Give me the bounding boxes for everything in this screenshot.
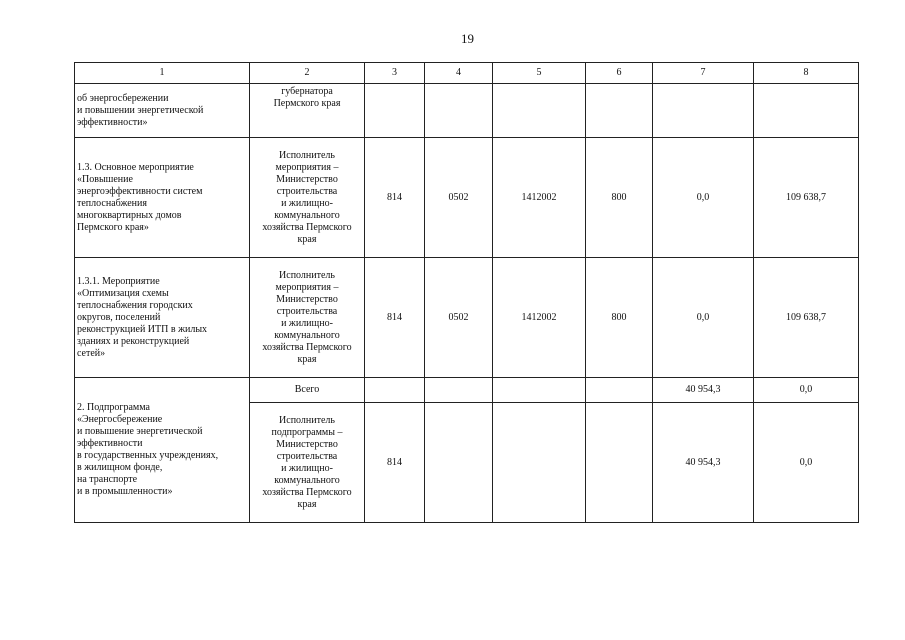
empty-cell [493,378,586,403]
empty-cell [586,403,653,523]
table-row [75,138,859,258]
amount-col8-cell: 109 638,7 [754,258,859,378]
program-name-cell [75,84,250,138]
amount-col8-cell: 109 638,7 [754,138,859,258]
program-name-text: об энергосбережении и повышении энергетической эффективности» [77,92,204,128]
target-item-cell: 1412002 [493,138,586,258]
amount-col7-cell: 0,0 [653,258,754,378]
total-amount-col8-cell: 0,0 [754,378,859,403]
program-name-cell [75,138,250,258]
executor-text: губернатора Пермского края [273,86,341,109]
col-header-3: 3 [365,63,425,84]
empty-cell [365,378,425,403]
program-name-text: 1.3.1. Мероприятие «Оптимизация схемы теплоснабжения городских округов, поселений реконструкцией ИТП в жилых зданиях и реконструкцией сетей» [77,275,208,359]
subprogram-name-text: 2. Подпрограмма «Энергосбережение и повышение энергетической эффективности в государственных учреждениях, в жилищном фонде, на транспорте и в промышленности» [77,402,219,497]
program-name-text: 1.3. Основное мероприятие «Повышение энергоэффективности систем теплоснабжения многоквартирных домов Пермского края» [77,161,203,233]
total-amount-col7-cell: 40 954,3 [653,378,754,403]
executor-cell [250,403,365,523]
amount-col7-cell: 0,0 [653,138,754,258]
total-label-cell: Всего [250,378,365,403]
expense-type-cell: 800 [586,138,653,258]
ministry-code-cell [365,84,425,138]
section-code-cell: 0502 [425,258,493,378]
table-row [75,84,859,138]
expense-type-cell: 800 [586,258,653,378]
executor-text: Исполнитель мероприятия – Министерство строительства и жилищно- коммунального хозяйства Пермского края [262,269,352,365]
executor-cell [250,138,365,258]
subprogram-name-cell [75,378,250,523]
empty-cell [493,403,586,523]
executor-text: Исполнитель подпрограммы – Министерство строительства и жилищно- коммунального хозяйства Пермского края [262,414,352,510]
col-header-1: 1 [75,63,250,84]
amount-col8-cell [754,84,859,138]
section-code-cell [425,84,493,138]
executor-text: Исполнитель мероприятия – Министерство строительства и жилищно- коммунального хозяйства Пермского края [262,149,352,245]
program-name-cell [75,258,250,378]
ministry-code-cell: 814 [365,138,425,258]
col-header-6: 6 [586,63,653,84]
col-header-4: 4 [425,63,493,84]
amount-col7-cell [653,84,754,138]
col-header-5: 5 [493,63,586,84]
col-header-2: 2 [250,63,365,84]
executor-cell [250,258,365,378]
empty-cell [586,378,653,403]
amount-col7-cell: 40 954,3 [653,403,754,523]
ministry-code-cell: 814 [365,258,425,378]
amount-col8-cell: 0,0 [754,403,859,523]
budget-table [74,62,859,523]
col-header-7: 7 [653,63,754,84]
col-header-8: 8 [754,63,859,84]
empty-cell [425,403,493,523]
target-item-cell: 1412002 [493,258,586,378]
ministry-code-cell: 814 [365,403,425,523]
table-row [75,378,859,403]
page-number: 19 [461,31,474,46]
target-item-cell [493,84,586,138]
table-row [75,258,859,378]
empty-cell [425,378,493,403]
executor-cell [250,84,365,138]
expense-type-cell [586,84,653,138]
header-row [75,63,859,84]
section-code-cell: 0502 [425,138,493,258]
